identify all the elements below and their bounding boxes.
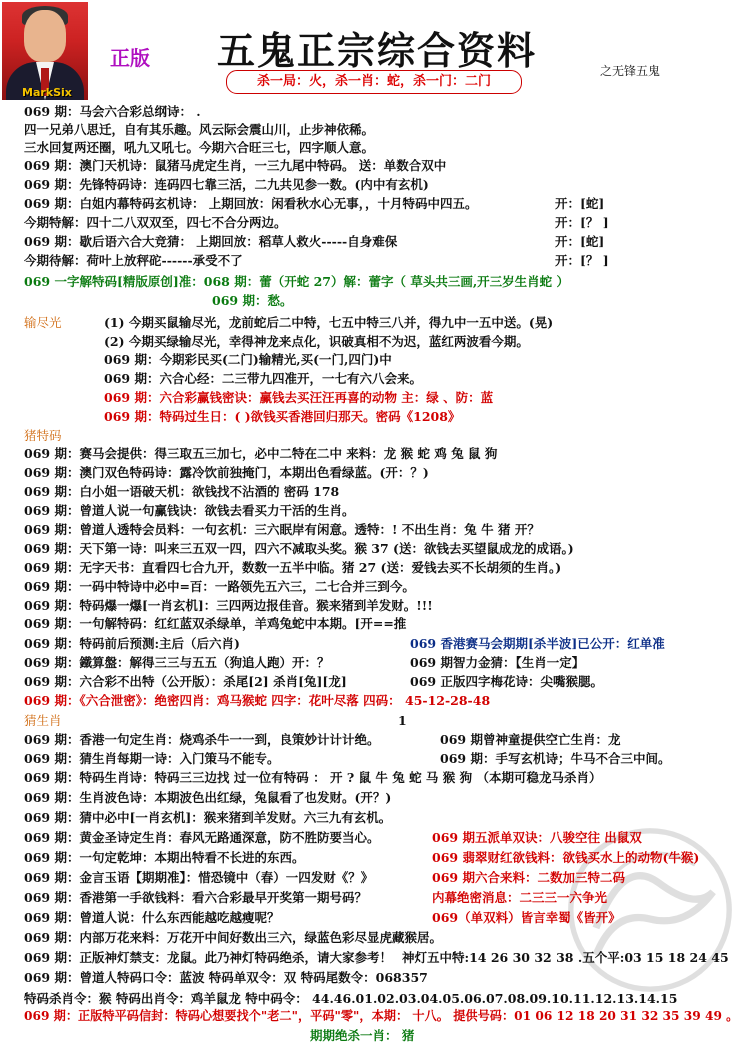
line-35: 069 期：特码生肖诗：特码三三边找 过一位有特码 ： 开 ? 鼠 牛 兔 蛇 马 猴 狗 （本期可稳龙马杀肖）	[24, 770, 602, 785]
line-30: 069 期：六合彩不出特（公开版）：杀尾[2] 杀肖[兔][龙]	[24, 674, 347, 689]
line-42: 069 期：曾道人说：什么东西能越吃越瘦呢？	[24, 910, 280, 925]
line-44: 069 期：正版神灯禁支：龙鼠。此乃神灯特码绝杀，请大家参考！	[24, 950, 392, 965]
line-41: 069 期：香港第一手欲钱料：看六合彩最早开奖第一期号码？	[24, 890, 367, 905]
line-45: 069 期：曾道人特码口令：蓝波 特码单双令：双 特码尾数令：068357	[24, 970, 428, 985]
line-40-right: 069 期六合来料：二数加三特二码	[432, 870, 625, 885]
line-13: 069 期：今期彩民买(二门)输精光,买(一门,四门)中	[104, 352, 392, 367]
kill-banner: 杀一局：火，杀一肖：蛇，杀一门：二门	[226, 70, 522, 94]
edition-badge: 正版	[110, 46, 150, 70]
line-39-right: 069 翡翠财红欲钱料：欲钱买水上的动物(牛猴)	[432, 850, 700, 865]
line-18: 069 期：赛马会提供：得三取五三加七，必中二特在二中 来料：龙 猴 蛇 鸡 兔 鼠 狗	[24, 446, 498, 461]
line-19: 069 期：澳门双色特码诗：露冷饮前独掩门，本期出色看绿蓝。(开：？)	[24, 465, 429, 480]
line-6-result: 开：[？ ]	[555, 215, 609, 230]
line-16: 069 期：特码过生日：( )欲钱买香港回归那天。密码《1208》	[104, 409, 461, 424]
line-3: 069 期：澳门天机诗：鼠猪马虎定生肖，一三九尾中特码。 送：单数合双中	[24, 158, 447, 173]
line-28: 069 期：特码前后预测:主后（后六肖)	[24, 636, 240, 651]
line-44-right: 神灯五中特:14 26 30 32 38 .五个平:03 15 18 24 45	[402, 950, 729, 965]
line-10: 069 期：愁。	[212, 293, 293, 308]
line-41-right: 内幕绝密消息：二三三一六争光	[432, 890, 608, 905]
line-36: 069 期：生肖波色诗：本期波色出红绿，兔鼠看了也发财。(开？)	[24, 790, 392, 805]
line-33-right: 069 期曾神童提供空亡生肖：龙	[440, 732, 621, 747]
line-32-mark: 1	[398, 713, 407, 728]
line-31: 069 期：《六合泄密》：绝密四肖：鸡马猴蛇 四字：花叶尽落 四码： 45-12-28-48	[24, 693, 491, 708]
line-8-result: 开：[？ ]	[555, 253, 609, 268]
line-28-right: 069 香港赛马会期期[杀半波]已公开：红单准	[410, 636, 665, 651]
line-30-right: 069 正版四字梅花诗：尖嘴猴腮。	[410, 674, 603, 689]
line-15: 069 期：六合彩赢钱密诀：赢钱去买汪汪再喜的动物 主：绿 、防：蓝	[104, 390, 494, 405]
line-24: 069 期：无字天书：直看四七合九开，数数一五半中临。猪 27 (送：爱钱去买不长胡须的生肖。)	[24, 560, 562, 575]
line-20: 069 期：白小姐一语破天机：欲钱找不沾酒的 密码 178	[24, 484, 340, 499]
line-5: 069 期：白姐内幕特码玄机诗： 上期回放：闲看秋水心无事，，十月特码中四五。	[24, 196, 478, 211]
avatar-face	[24, 10, 66, 62]
line-33: 069 期：香港一句定生肖：烧鸡杀牛一一到，良策妙计计计绝。	[24, 732, 380, 747]
line-48: 期期绝杀一肖： 猪	[310, 1028, 415, 1043]
line-5-result: 开：[蛇]	[555, 196, 605, 211]
line-42-right: 069（单双料）皆言幸蜀《皆开》	[432, 910, 621, 925]
line-26: 069 期：特码爆一爆[一肖玄机]：三四两边报佳音。猴来猪到羊发财。!!!	[24, 598, 433, 613]
line-38: 069 期：黄金圣诗定生肖：春风无路通深意，防不胜防要当心。	[24, 830, 380, 845]
line-11: (1) 今期买鼠输尽光，龙前蛇后二中特，七五中特三八并，得九中一五中送。(晃)	[104, 315, 554, 330]
line-25: 069 期：一码中特诗中必中=百：一路领先五六三，二七合并三到今。	[24, 579, 415, 594]
page-title: 五鬼正宗综合资料	[216, 28, 537, 73]
line-40: 069 期：金言玉语【期期准】：惜恐镜中（春）一四发财《？》	[24, 870, 374, 885]
line-21: 069 期：曾道人说一句赢钱诀：欲钱去看买力干活的生肖。	[24, 503, 355, 518]
author-signature: 之无锋五鬼	[600, 64, 661, 78]
line-12: (2) 今期买绿输尽光，幸得神龙来点化，识破真相不为迟，蓝红两波看今期。	[104, 334, 529, 349]
line-0: 069 期：马会六合彩总纲诗： .	[24, 104, 201, 119]
line-9: 069 一字解特码[精版原创]准：068 期：蕾（开蛇 27）解：蕾字（ 草头共三画,开三岁生肖蛇 ）	[24, 274, 570, 289]
line-7: 069 期：歇后语六合大竞猜： 上期回放：稻草人救火-----自身难保	[24, 234, 398, 249]
line-7-result: 开：[蛇]	[555, 234, 605, 249]
avatar-photo	[2, 2, 88, 100]
line-4: 069 期：先锋特码诗：连码四七靠三活，二九共见参一数。(内中有玄机)	[24, 177, 429, 192]
line-29-right: 069 期智力金猜：【生肖一定】	[410, 655, 585, 670]
marksix-logo: MarkSix	[22, 86, 72, 99]
line-38-right: 069 期五派单双诀：八骏空往 出鼠双	[432, 830, 642, 845]
line-17: 猪特码	[24, 428, 62, 443]
line-32-label: 猜生肖	[24, 713, 62, 728]
line-47: 069 期：正版特平码信封：特码心想要找个"老二"，平码"零"，本期： 十八。 提供号码：01 06 12 18 20 31 32 35 39 49 。	[24, 1008, 739, 1023]
line-11-label: 输尽光	[24, 315, 62, 330]
line-14: 069 期：六合心经：二三带九四准开，一七有六八会来。	[104, 371, 422, 386]
line-6: 今期特解：四十二八双双至，四七不合分两边。	[24, 215, 287, 230]
line-39: 069 期：一句定乾坤：本期出特看不长进的东西。	[24, 850, 305, 865]
line-2: 三水回复两还圈，吼九又吼七。今期六合旺三七，四字顺人意。	[24, 140, 375, 155]
line-34-right: 069 期：手写玄机诗；牛马不合三中间。	[440, 751, 671, 766]
line-34: 069 期：猜生肖每期一诗：入门策马不能专。	[24, 751, 280, 766]
line-1: 四一兄弟八思迁，自有其乐趣。风云际会震山川，止步神依稀。	[24, 122, 375, 137]
line-43: 069 期：内部万花来料：万花开中间好数出三六，绿蓝色彩尽显虎藏猴居。	[24, 930, 442, 945]
line-46: 特码杀肖令：猴 特码出肖令：鸡羊鼠龙 特中码令： 44.46.01.02.03.04.05.06.07.08.09.10.11.12.13.14.15	[24, 991, 678, 1006]
line-23: 069 期：天下第一诗：叫来三五双一四，四六不减取头奖。猴 37 (送：欲钱去买望鼠成龙的成语。)	[24, 541, 574, 556]
line-8: 今期待解：荷叶上放秤砣------承受不了	[24, 253, 243, 268]
line-22: 069 期：曾道人透特会员料：一句玄机：三六眠岸有闲意。透特：! 不出生肖：兔 牛 猪 开？	[24, 522, 540, 537]
line-29: 069 期：鐵算盤：解得三三与五五（狗追人跑）开：？	[24, 655, 330, 670]
line-37: 069 期：猜中必中[一肖玄机]：猴来猪到羊发财。六三九有玄机。	[24, 810, 392, 825]
line-27: 069 期：一句解特码：红红蓝双杀绿单，羊鸡兔蛇中本期。[开==推	[24, 616, 407, 631]
